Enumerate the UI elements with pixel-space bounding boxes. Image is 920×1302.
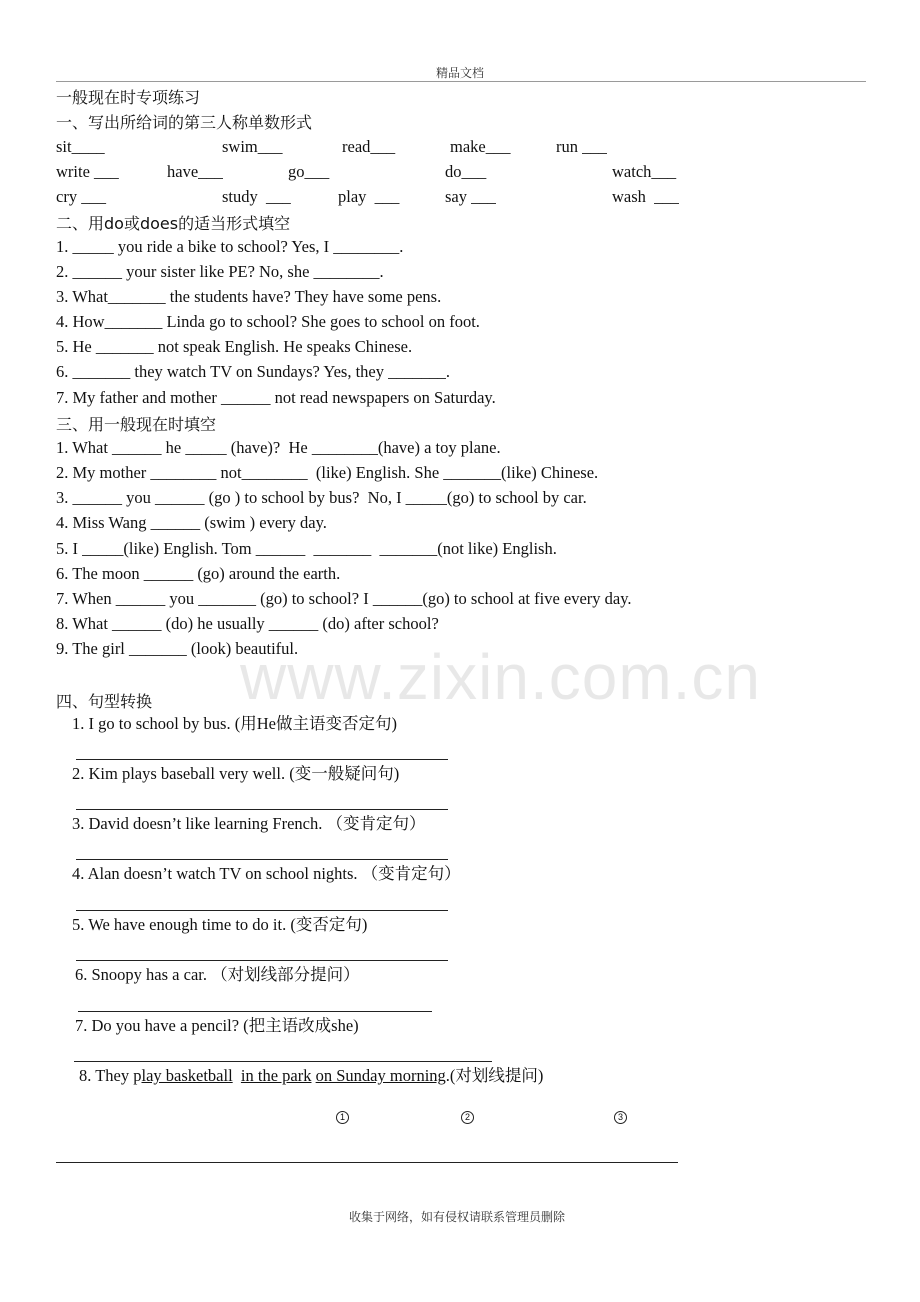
transform-item: 1. I go to school by bus. (用He做主语变否定句): [72, 714, 397, 733]
marker-1: 1: [336, 1111, 349, 1124]
answer-line: [56, 1162, 678, 1163]
section2-heading: 二、用do或does的适当形式填空: [56, 214, 291, 233]
exercise-line: 3. ______ you ______ (go ) to school by bus? No, I _____(go) to school by car.: [56, 488, 587, 507]
verb-item: have___: [167, 162, 223, 181]
underlined-part-3: on Sunday morning: [315, 1066, 446, 1085]
exercise-line: 1. _____ you ride a bike to school? Yes, I ________.: [56, 237, 404, 256]
answer-line: [74, 1061, 492, 1062]
verb-item: run ___: [556, 137, 607, 156]
verb-item: sit____: [56, 137, 105, 156]
worksheet-title: 一般现在时专项练习: [56, 88, 201, 107]
exercise-line: 3. What_______ the students have? They have some pens.: [56, 287, 442, 306]
item8-suffix: .(对划线提问): [445, 1066, 544, 1085]
underlined-part-1: lay basketball: [141, 1066, 233, 1085]
page-header: 精品文档: [436, 66, 485, 80]
transform-item: 5. We have enough time to do it. (变否定句): [72, 915, 368, 934]
marker-3: 3: [614, 1111, 627, 1124]
verb-item: make___: [450, 137, 511, 156]
exercise-line: 4. Miss Wang ______ (swim ) every day.: [56, 513, 327, 532]
marker-2: 2: [461, 1111, 474, 1124]
exercise-line: 2. My mother ________ not________ (like) English. She _______(like) Chinese.: [56, 463, 599, 482]
answer-line: [76, 859, 448, 860]
transform-item: 6. Snoopy has a car. （对划线部分提问）: [75, 965, 360, 984]
verb-item: say ___: [445, 187, 496, 206]
exercise-line: 7. My father and mother ______ not read newspapers on Saturday.: [56, 388, 496, 407]
verb-item: write ___: [56, 162, 119, 181]
verb-item: play ___: [338, 187, 400, 206]
verb-item: study ___: [222, 187, 291, 206]
underlined-part-2: in the park: [240, 1066, 312, 1085]
answer-line: [76, 960, 448, 961]
page-footer: 收集于网络，如有侵权请联系管理员删除: [349, 1210, 566, 1224]
answer-line: [76, 910, 448, 911]
section4-heading: 四、句型转换: [56, 692, 153, 711]
transform-item: 7. Do you have a pencil? (把主语改成she): [75, 1016, 359, 1035]
transform-item: 2. Kim plays baseball very well. (变一般疑问句): [72, 764, 400, 783]
verb-item: watch___: [612, 162, 677, 181]
answer-line: [76, 809, 448, 810]
exercise-line: 1. What ______ he _____ (have)? He ________(have) a toy plane.: [56, 438, 501, 457]
exercise-line: 9. The girl _______ (look) beautiful.: [56, 639, 299, 658]
exercise-line: 6. The moon ______ (go) around the earth.: [56, 564, 341, 583]
exercise-line: 5. I _____(like) English. Tom ______ _______ _______(not like) English.: [56, 539, 557, 558]
section3-heading: 三、用一般现在时填空: [56, 415, 217, 434]
transform-item: 3. David doesn’t like learning French. （变肯定句）: [72, 814, 426, 833]
exercise-line: 6. _______ they watch TV on Sundays? Yes, they _______.: [56, 362, 451, 381]
watermark: www.zixin.com.cn: [240, 641, 761, 713]
transform-item: 4. Alan doesn’t watch TV on school nights. （变肯定句）: [72, 864, 461, 883]
verb-item: cry ___: [56, 187, 106, 206]
header-rule: [56, 81, 866, 82]
verb-item: read___: [342, 137, 396, 156]
transform-item-8: [79, 1066, 543, 1086]
exercise-line: 2. ______ your sister like PE? No, she ________.: [56, 262, 384, 281]
exercise-line: 8. What ______ (do) he usually ______ (do) after school?: [56, 614, 439, 633]
section1-heading: 一、写出所给词的第三人称单数形式: [56, 113, 313, 132]
exercise-line: 4. How_______ Linda go to school? She goes to school on foot.: [56, 312, 480, 331]
answer-line: [78, 1011, 432, 1012]
answer-line: [76, 759, 448, 760]
exercise-line: 5. He _______ not speak English. He speaks Chinese.: [56, 337, 413, 356]
verb-item: go___: [288, 162, 330, 181]
item8-prefix: 8. They p: [79, 1066, 142, 1085]
exercise-line: 7. When ______ you _______ (go) to school? I ______(go) to school at five every day.: [56, 589, 632, 608]
verb-item: do___: [445, 162, 487, 181]
verb-item: swim___: [222, 137, 283, 156]
verb-item: wash ___: [612, 187, 679, 206]
